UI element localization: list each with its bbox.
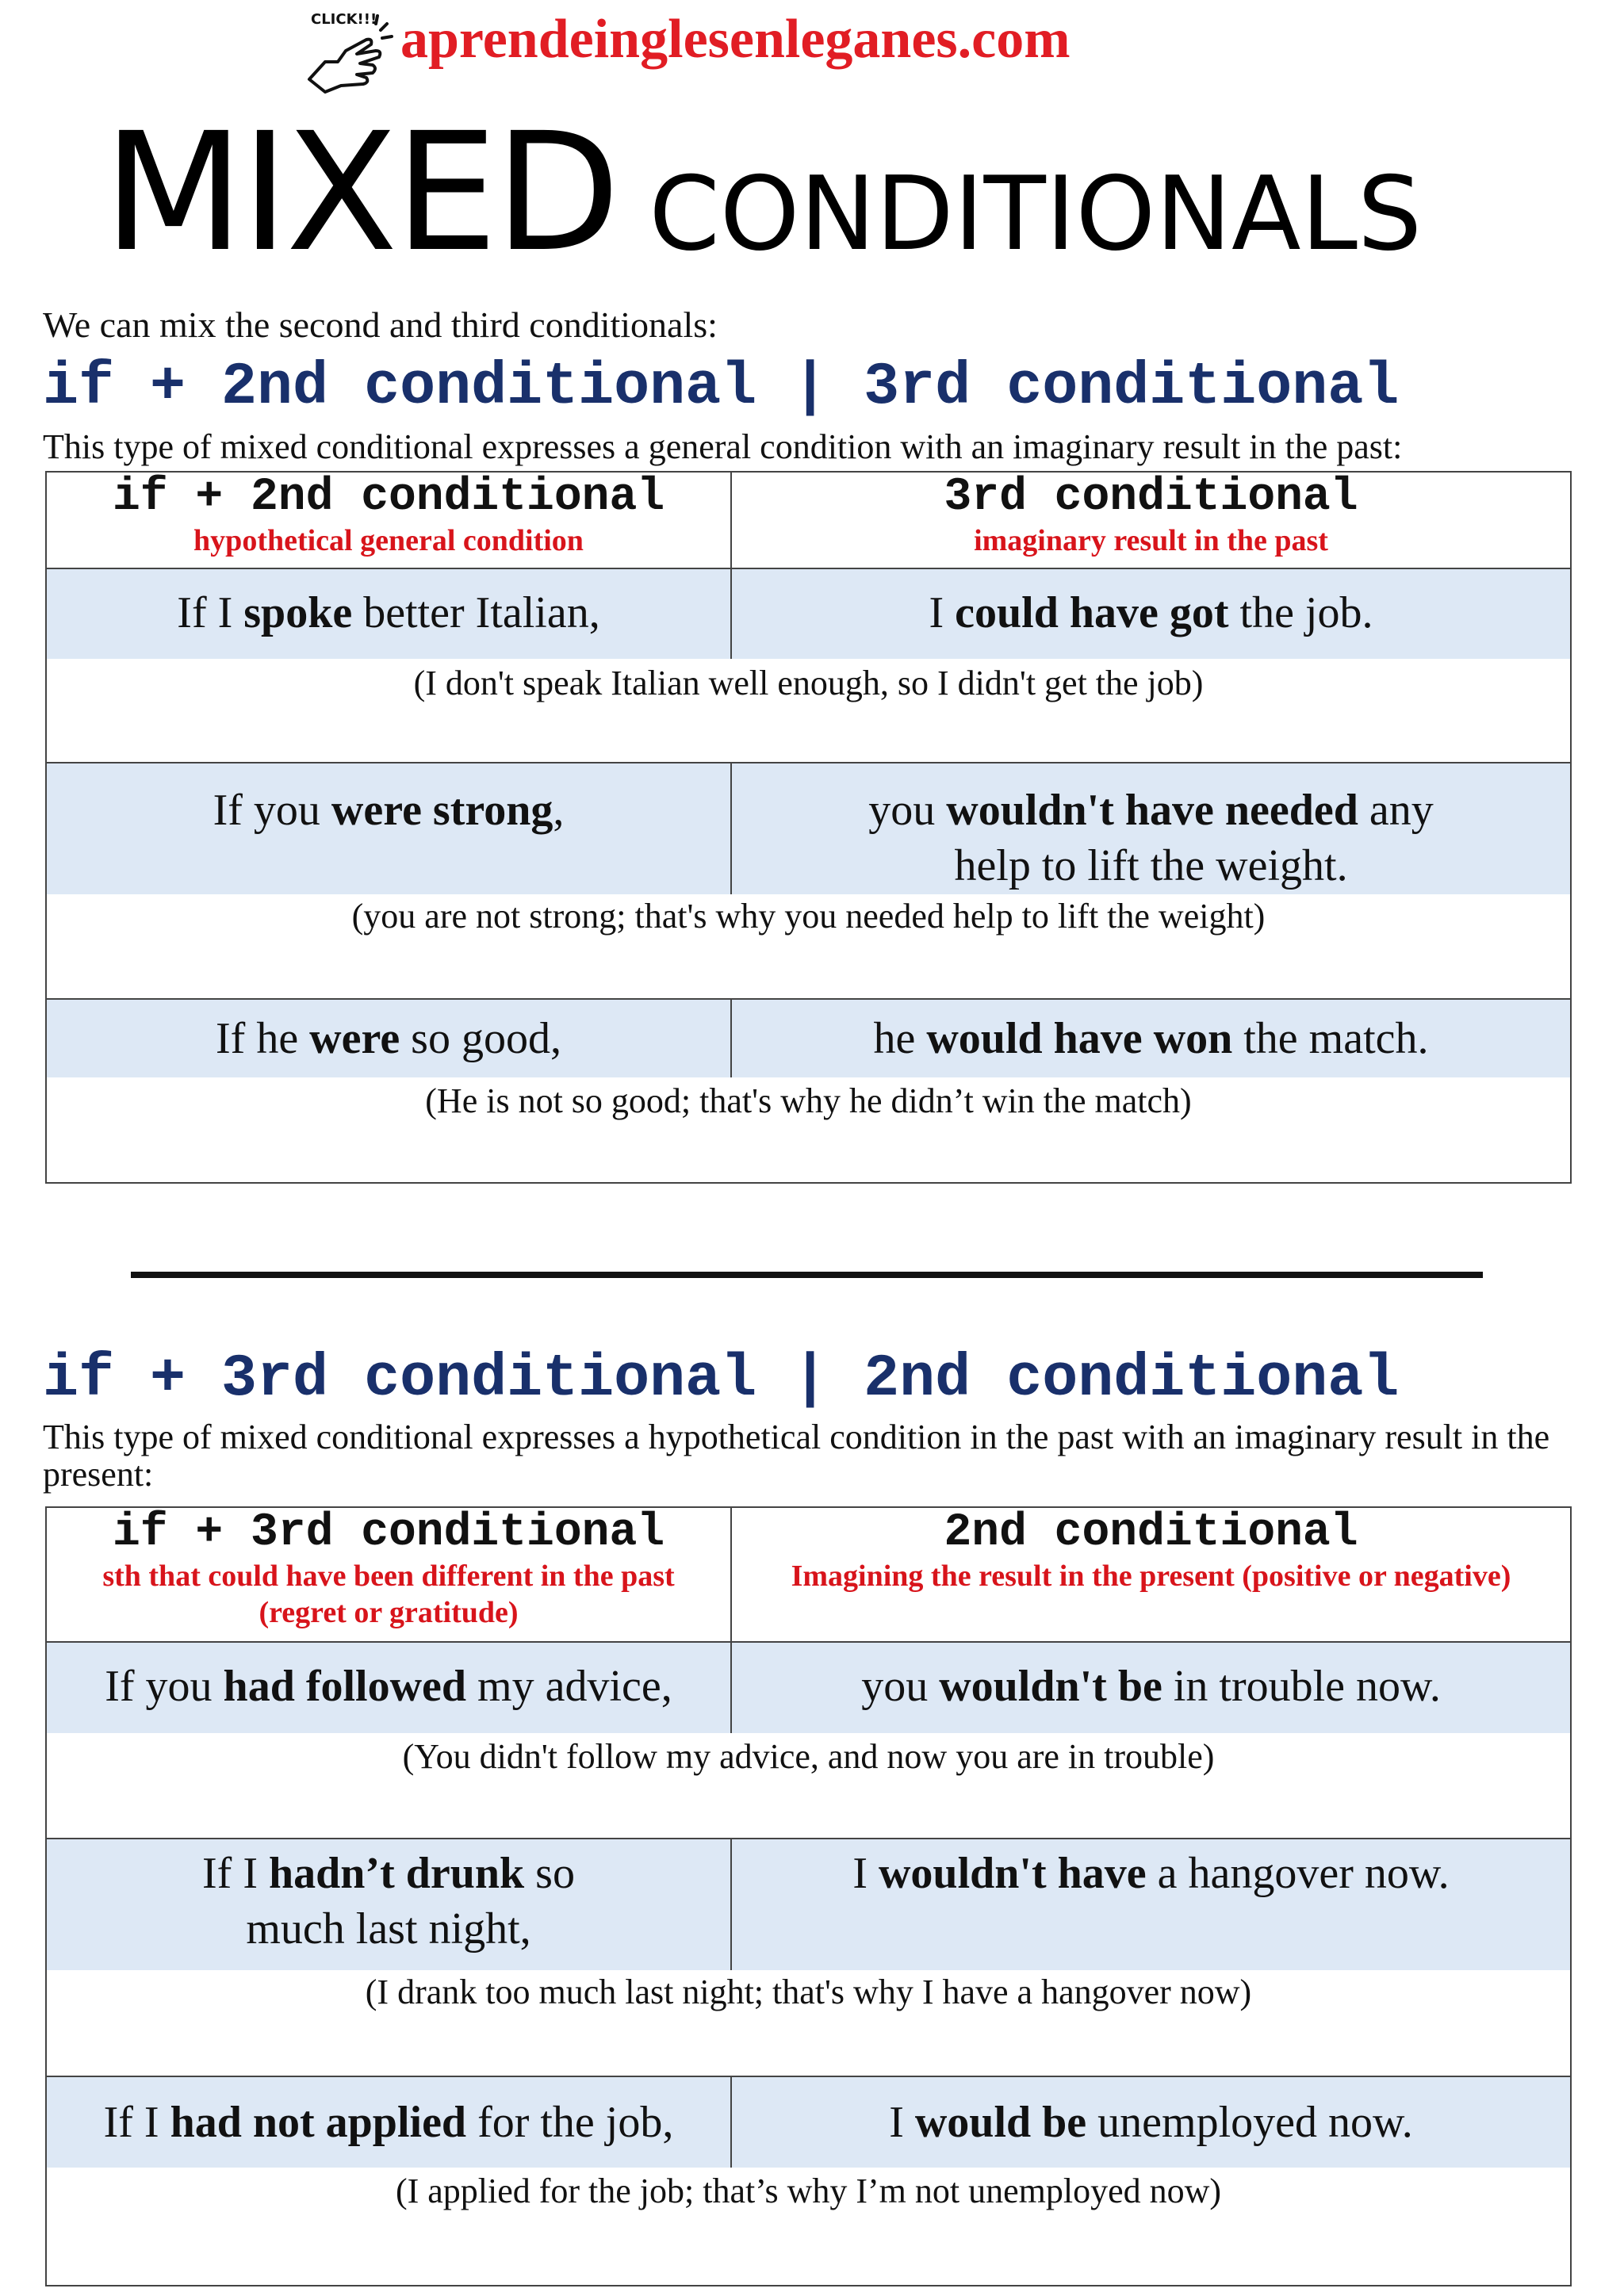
table-header (47, 1508, 1570, 1643)
condition-cell: If I had not applied for the job, (47, 2077, 732, 2168)
header-right-title: 3rd conditional (944, 472, 1358, 523)
result-cell: I would be unemployed now. (889, 2098, 1413, 2147)
explanation: (You didn't follow my advice, and now you are in trouble) (47, 1733, 1570, 1777)
section2-formula: if + 3rd conditional | 2nd conditional (43, 1345, 1400, 1413)
section1-table (45, 471, 1572, 1184)
condition-cell: If you had followed my advice, (47, 1643, 732, 1733)
result-cell: I wouldn't have a hangover now. (852, 1849, 1450, 1898)
intro-text: We can mix the second and third conditionals: (43, 304, 718, 345)
title-mixed: MIXED (103, 98, 618, 288)
condition-cell: If you were strong, (47, 763, 732, 894)
header-left-title: if + 2nd conditional (112, 472, 665, 523)
explanation: (I applied for the job; that’s why I’m not unemployed now) (47, 2168, 1570, 2211)
header-left-subtitle: hypothetical general condition (193, 523, 584, 557)
table-header (47, 473, 1570, 569)
explanation: (He is not so good; that's why he didn’t win the match) (47, 1077, 1570, 1121)
header-right-subtitle: Imagining the result in the present (positive or negative) (791, 1559, 1511, 1593)
explanation: (I don't speak Italian well enough, so I didn't get the job) (47, 659, 1570, 703)
header-left (47, 1508, 732, 1641)
header-right (732, 1508, 1570, 1641)
site-url[interactable]: aprendeinglesenleganes.com (400, 9, 1071, 70)
header-right (732, 473, 1570, 568)
result-cell: you wouldn't be in trouble now. (861, 1662, 1441, 1711)
section2-description: This type of mixed conditional expresses a hypothetical condition in the past with an imaginary result in the present: (43, 1418, 1550, 1494)
table-row (47, 763, 1570, 1000)
table-row (47, 2077, 1570, 2285)
table-row (47, 1643, 1570, 1839)
condition-cell: If I hadn’t drunk so much last night, (47, 1839, 732, 1970)
click-label: CLICK!!! (311, 11, 377, 28)
section2-table (45, 1506, 1572, 2286)
result-cell: I could have got the job. (929, 588, 1373, 637)
explanation: (I drank too much last night; that's why I have a hangover now) (47, 1970, 1570, 2012)
table-row (47, 569, 1570, 763)
result-cell: he would have won the match. (873, 1014, 1429, 1063)
condition-cell: If he were so good, (47, 1000, 732, 1077)
header-right-title: 2nd conditional (944, 1507, 1358, 1559)
header-left (47, 473, 732, 568)
page-title (103, 98, 1423, 288)
section1-description: This type of mixed conditional expresses a general condition with an imaginary result in the past: (43, 427, 1403, 466)
title-conditionals: CONDITIONALS (649, 155, 1423, 274)
table-row (47, 1839, 1570, 2077)
condition-cell: If I spoke better Italian, (47, 569, 732, 659)
table-row (47, 1000, 1570, 1182)
header-left-subtitle: sth that could have been different in the past (regret or gratitude) (102, 1559, 675, 1630)
section1-formula: if + 2nd conditional | 3rd conditional (43, 354, 1400, 421)
explanation: (you are not strong; that's why you needed help to lift the weight) (47, 894, 1570, 936)
header-left-title: if + 3rd conditional (112, 1507, 665, 1559)
section-divider (131, 1272, 1483, 1278)
header-right-subtitle: imaginary result in the past (974, 523, 1328, 557)
result-cell: you wouldn't have needed any help to lift the weight. (868, 786, 1434, 890)
